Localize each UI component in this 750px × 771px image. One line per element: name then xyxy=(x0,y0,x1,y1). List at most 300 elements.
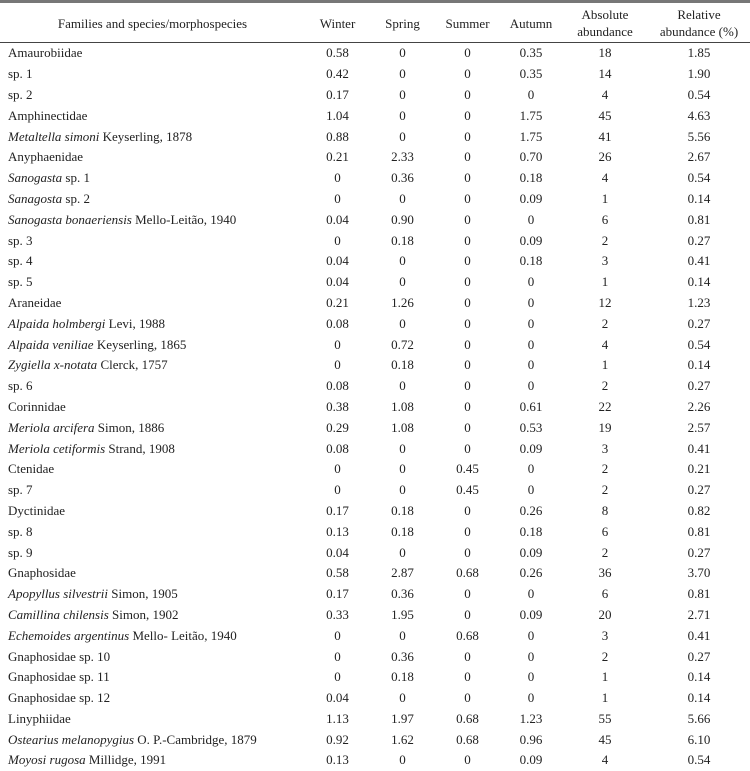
cell-autumn: 0 xyxy=(527,315,535,331)
table-row xyxy=(0,521,750,542)
cell-autumn: 0 xyxy=(527,648,535,664)
cell-relative-abundance: 2.57 xyxy=(687,419,711,435)
taxon-name xyxy=(0,625,305,646)
header-spring: Spring xyxy=(370,4,435,43)
cell-autumn: 0 xyxy=(527,211,535,227)
cell-spring: 0 xyxy=(399,690,406,706)
cell-winter: 0.13 xyxy=(326,752,349,768)
taxon-name xyxy=(0,355,305,376)
taxon-name xyxy=(0,85,305,106)
cell-summer: 0 xyxy=(464,690,471,706)
taxon-plain: Mello- Leitão, 1940 xyxy=(129,627,237,643)
cell-summer: 0 xyxy=(464,190,471,206)
cell-autumn: 0.35 xyxy=(519,45,543,61)
cell-summer: 0 xyxy=(464,253,471,269)
taxon-plain: Simon, 1905 xyxy=(108,586,178,602)
cell-absolute-abundance: 45 xyxy=(598,107,612,123)
cell-autumn: 0.96 xyxy=(519,731,543,747)
cell-summer: 0 xyxy=(464,274,471,290)
taxon-name xyxy=(0,272,305,293)
cell-relative-abundance: 0.27 xyxy=(687,315,711,331)
table-row xyxy=(0,189,750,210)
cell-relative-abundance: 1.85 xyxy=(687,45,711,61)
cell-winter: 0.04 xyxy=(326,253,349,269)
cell-autumn: 1.23 xyxy=(519,710,543,726)
cell-absolute-abundance: 18 xyxy=(598,45,612,61)
cell-spring: 0.18 xyxy=(391,669,414,685)
cell-absolute-abundance: 6 xyxy=(601,523,609,539)
cell-relative-abundance: 0.27 xyxy=(687,648,711,664)
taxon-plain: Dyctinidae xyxy=(8,502,66,518)
taxon-plain: Simon, 1886 xyxy=(94,419,165,435)
table-row xyxy=(0,334,750,355)
cell-spring: 0 xyxy=(399,253,406,269)
cell-spring: 0 xyxy=(399,190,406,206)
table-row xyxy=(0,709,750,730)
table-row xyxy=(0,209,750,230)
taxon-name xyxy=(0,209,305,230)
cell-relative-abundance: 0.54 xyxy=(687,336,711,352)
table-row xyxy=(0,563,750,584)
cell-winter: 0.33 xyxy=(326,606,349,622)
cell-autumn: 0.09 xyxy=(519,440,543,456)
cell-summer: 0 xyxy=(464,648,471,664)
taxon-name xyxy=(0,105,305,126)
table-row xyxy=(0,729,750,750)
cell-autumn: 0 xyxy=(527,669,535,685)
cell-relative-abundance: 1.90 xyxy=(687,66,711,82)
taxon-name xyxy=(0,376,305,397)
cell-relative-abundance: 0.14 xyxy=(687,669,711,685)
cell-summer: 0.45 xyxy=(456,461,479,477)
cell-winter: 0 xyxy=(334,482,341,498)
cell-relative-abundance: 0.27 xyxy=(687,482,711,498)
taxon-plain: Levi, 1988 xyxy=(105,315,165,331)
cell-relative-abundance: 0.54 xyxy=(687,170,711,186)
table-body xyxy=(0,43,750,771)
cell-spring: 0.36 xyxy=(391,170,414,186)
cell-absolute-abundance: 26 xyxy=(598,149,612,165)
cell-absolute-abundance: 3 xyxy=(601,253,609,269)
taxon-name xyxy=(0,667,305,688)
taxon-plain: Corinnidae xyxy=(8,398,66,414)
table-row xyxy=(0,625,750,646)
abundance-table xyxy=(0,4,750,771)
cell-winter: 0.17 xyxy=(326,586,349,602)
taxon-name xyxy=(0,64,305,85)
cell-relative-abundance: 2.67 xyxy=(687,149,711,165)
cell-winter: 0.17 xyxy=(326,502,349,518)
cell-winter: 0.13 xyxy=(326,523,349,539)
cell-spring: 0.18 xyxy=(391,357,414,373)
taxon-italic: Apopyllus silvestrii xyxy=(8,586,109,602)
cell-summer: 0 xyxy=(464,336,471,352)
cell-summer: 0 xyxy=(464,357,471,373)
cell-autumn: 0.09 xyxy=(519,544,543,560)
cell-autumn: 0 xyxy=(527,294,535,310)
table-row xyxy=(0,397,750,418)
taxon-italic: Metaltella simoni xyxy=(8,128,100,144)
cell-absolute-abundance: 20 xyxy=(598,606,612,622)
cell-winter: 0 xyxy=(334,669,341,685)
taxon-plain: Amphinectidae xyxy=(8,107,88,123)
taxon-name xyxy=(0,709,305,730)
cell-winter: 0 xyxy=(334,357,341,373)
cell-spring: 0.36 xyxy=(391,586,414,602)
taxon-name xyxy=(0,230,305,251)
table-row xyxy=(0,293,750,314)
cell-autumn: 0 xyxy=(527,357,535,373)
header-relative-abundance: Relative abundance (%) xyxy=(648,4,750,43)
cell-autumn: 0.35 xyxy=(519,66,543,82)
taxon-plain: Amaurobiidae xyxy=(8,45,83,61)
cell-summer: 0.45 xyxy=(456,482,479,498)
taxon-plain: sp. 1 xyxy=(62,170,90,186)
table-row xyxy=(0,438,750,459)
cell-absolute-abundance: 2 xyxy=(601,482,609,498)
cell-absolute-abundance: 4 xyxy=(601,752,609,768)
cell-summer: 0 xyxy=(464,440,471,456)
table-row xyxy=(0,750,750,771)
cell-summer: 0 xyxy=(464,378,471,394)
taxon-name xyxy=(0,397,305,418)
cell-relative-abundance: 2.26 xyxy=(687,398,711,414)
cell-relative-abundance: 0.27 xyxy=(687,378,711,394)
cell-relative-abundance: 0.81 xyxy=(687,523,711,539)
cell-autumn: 0.09 xyxy=(519,190,543,206)
cell-autumn: 1.75 xyxy=(519,128,543,144)
cell-absolute-abundance: 41 xyxy=(598,128,612,144)
table-row xyxy=(0,688,750,709)
cell-summer: 0 xyxy=(464,419,471,435)
cell-winter: 1.13 xyxy=(326,710,349,726)
taxon-name xyxy=(0,334,305,355)
taxon-name xyxy=(0,147,305,168)
cell-autumn: 0 xyxy=(527,274,535,290)
cell-relative-abundance: 0.21 xyxy=(687,461,711,477)
cell-relative-abundance: 1.23 xyxy=(687,294,711,310)
taxon-plain: sp. 3 xyxy=(8,232,33,248)
cell-spring: 1.08 xyxy=(391,419,414,435)
cell-spring: 0 xyxy=(399,128,406,144)
taxon-name xyxy=(0,459,305,480)
cell-summer: 0 xyxy=(464,544,471,560)
cell-spring: 0 xyxy=(399,378,406,394)
cell-relative-abundance: 5.56 xyxy=(687,128,711,144)
cell-winter: 1.04 xyxy=(326,107,349,123)
taxon-name xyxy=(0,43,305,64)
taxon-plain: sp. 4 xyxy=(8,253,33,269)
taxon-plain: Anyphaenidae xyxy=(8,149,84,165)
cell-relative-abundance: 0.41 xyxy=(687,440,711,456)
cell-absolute-abundance: 3 xyxy=(601,440,609,456)
table-row xyxy=(0,667,750,688)
cell-relative-abundance: 5.66 xyxy=(687,710,711,726)
taxon-italic: Meriola cetiformis xyxy=(8,440,106,456)
cell-spring: 1.26 xyxy=(391,294,414,310)
taxon-italic: Sanagosta xyxy=(8,190,63,206)
cell-winter: 0.29 xyxy=(326,419,349,435)
cell-autumn: 0 xyxy=(527,690,535,706)
table-header-row xyxy=(0,4,750,43)
taxon-plain: Gnaphosidae xyxy=(8,565,76,581)
cell-winter: 0.08 xyxy=(326,440,349,456)
cell-winter: 0 xyxy=(334,461,341,477)
cell-relative-abundance: 4.63 xyxy=(687,107,711,123)
taxon-plain: sp. 9 xyxy=(8,544,33,560)
taxon-name xyxy=(0,584,305,605)
header-absolute-abundance: Absolute abundance xyxy=(562,4,648,43)
cell-summer: 0 xyxy=(464,523,471,539)
cell-spring: 0.90 xyxy=(391,211,414,227)
taxon-name xyxy=(0,480,305,501)
cell-summer: 0.68 xyxy=(456,627,479,643)
cell-summer: 0 xyxy=(464,149,471,165)
cell-absolute-abundance: 6 xyxy=(601,211,609,227)
taxon-name xyxy=(0,251,305,272)
taxon-name xyxy=(0,605,305,626)
table-row xyxy=(0,43,750,64)
cell-summer: 0 xyxy=(464,586,471,602)
cell-spring: 1.08 xyxy=(391,398,414,414)
cell-summer: 0 xyxy=(464,669,471,685)
cell-relative-abundance: 0.41 xyxy=(687,253,711,269)
cell-absolute-abundance: 1 xyxy=(601,357,609,373)
cell-autumn: 0 xyxy=(527,86,535,102)
cell-winter: 0.17 xyxy=(326,86,349,102)
cell-summer: 0 xyxy=(464,66,471,82)
cell-spring: 1.62 xyxy=(391,731,414,747)
cell-summer: 0 xyxy=(464,752,471,768)
cell-relative-abundance: 0.14 xyxy=(687,690,711,706)
cell-relative-abundance: 0.14 xyxy=(687,274,711,290)
cell-autumn: 0.53 xyxy=(519,419,543,435)
cell-summer: 0 xyxy=(464,502,471,518)
cell-absolute-abundance: 2 xyxy=(601,315,609,331)
cell-summer: 0 xyxy=(464,86,471,102)
taxon-name xyxy=(0,646,305,667)
cell-autumn: 0 xyxy=(527,586,535,602)
cell-spring: 2.33 xyxy=(391,149,414,165)
taxon-plain: Linyphiidae xyxy=(8,710,71,726)
cell-relative-abundance: 6.10 xyxy=(687,731,711,747)
taxon-italic: Sanogasta bonaeriensis xyxy=(8,211,132,227)
cell-spring: 0 xyxy=(399,627,406,643)
cell-autumn: 0.18 xyxy=(519,170,543,186)
cell-summer: 0 xyxy=(464,606,471,622)
taxon-name xyxy=(0,126,305,147)
cell-summer: 0 xyxy=(464,170,471,186)
table-row xyxy=(0,147,750,168)
header-autumn: Autumn xyxy=(500,4,562,43)
cell-absolute-abundance: 1 xyxy=(601,190,609,206)
cell-spring: 0 xyxy=(399,274,406,290)
cell-autumn: 0.09 xyxy=(519,232,543,248)
cell-winter: 0.58 xyxy=(326,565,349,581)
taxon-name xyxy=(0,189,305,210)
table-row xyxy=(0,64,750,85)
cell-absolute-abundance: 3 xyxy=(601,627,609,643)
taxon-italic: Alpaida holmbergi xyxy=(8,315,106,331)
cell-winter: 0 xyxy=(334,336,341,352)
cell-spring: 0 xyxy=(399,482,406,498)
cell-winter: 0.04 xyxy=(326,274,349,290)
header-winter: Winter xyxy=(305,4,370,43)
cell-summer: 0 xyxy=(464,398,471,414)
taxon-plain: Gnaphosidae sp. 10 xyxy=(8,648,111,664)
table-row xyxy=(0,459,750,480)
taxon-plain: sp. 1 xyxy=(8,66,33,82)
taxon-plain: Ctenidae xyxy=(8,461,55,477)
cell-summer: 0.68 xyxy=(456,565,479,581)
taxon-name xyxy=(0,563,305,584)
cell-absolute-abundance: 45 xyxy=(598,731,612,747)
table-row xyxy=(0,126,750,147)
taxon-italic: Moyosi rugosa xyxy=(8,752,86,768)
cell-relative-abundance: 3.70 xyxy=(687,565,711,581)
cell-winter: 0 xyxy=(334,232,341,248)
cell-relative-abundance: 0.14 xyxy=(687,190,711,206)
cell-absolute-abundance: 2 xyxy=(601,648,609,664)
cell-autumn: 0.18 xyxy=(519,523,543,539)
taxon-name xyxy=(0,501,305,522)
table-row xyxy=(0,542,750,563)
cell-autumn: 0.26 xyxy=(519,502,543,518)
cell-summer: 0 xyxy=(464,45,471,61)
cell-spring: 0.18 xyxy=(391,523,414,539)
cell-relative-abundance: 0.41 xyxy=(687,627,711,643)
header-families: Families and species/morphospecies xyxy=(0,4,305,43)
cell-absolute-abundance: 4 xyxy=(601,86,609,102)
cell-spring: 0 xyxy=(399,752,406,768)
taxon-italic: Meriola arcifera xyxy=(8,419,95,435)
cell-winter: 0.58 xyxy=(326,45,349,61)
cell-autumn: 0.26 xyxy=(519,565,543,581)
cell-spring: 2.87 xyxy=(391,565,414,581)
cell-absolute-abundance: 1 xyxy=(601,274,609,290)
cell-spring: 0 xyxy=(399,544,406,560)
cell-absolute-abundance: 4 xyxy=(601,170,609,186)
cell-winter: 0.42 xyxy=(326,66,349,82)
table-row xyxy=(0,501,750,522)
cell-relative-abundance: 0.81 xyxy=(687,211,711,227)
table-top-rule xyxy=(0,0,750,3)
cell-relative-abundance: 0.54 xyxy=(687,752,711,768)
cell-summer: 0 xyxy=(464,107,471,123)
cell-winter: 0.04 xyxy=(326,211,349,227)
cell-winter: 0 xyxy=(334,190,341,206)
cell-absolute-abundance: 19 xyxy=(598,419,612,435)
cell-absolute-abundance: 2 xyxy=(601,378,609,394)
taxon-plain: sp. 6 xyxy=(8,378,33,394)
cell-spring: 0 xyxy=(399,66,406,82)
taxon-plain: sp. 8 xyxy=(8,523,33,539)
taxon-plain: Keyserling, 1865 xyxy=(93,336,187,352)
taxon-italic: Ostearius melanopygius xyxy=(8,731,135,747)
taxon-name xyxy=(0,293,305,314)
cell-absolute-abundance: 1 xyxy=(601,669,609,685)
cell-absolute-abundance: 55 xyxy=(598,710,612,726)
cell-spring: 0.72 xyxy=(391,336,414,352)
table-row xyxy=(0,105,750,126)
cell-relative-abundance: 0.14 xyxy=(687,357,711,373)
cell-winter: 0.92 xyxy=(326,731,349,747)
cell-spring: 0.18 xyxy=(391,232,414,248)
cell-relative-abundance: 0.82 xyxy=(687,502,711,518)
cell-summer: 0.68 xyxy=(456,710,479,726)
cell-absolute-abundance: 6 xyxy=(601,586,609,602)
cell-relative-abundance: 0.54 xyxy=(687,86,711,102)
cell-autumn: 0 xyxy=(527,482,535,498)
taxon-plain: sp. 5 xyxy=(8,274,33,290)
cell-relative-abundance: 0.27 xyxy=(687,232,711,248)
cell-summer: 0 xyxy=(464,315,471,331)
taxon-plain: sp. 2 xyxy=(8,86,33,102)
cell-autumn: 0 xyxy=(527,336,535,352)
taxon-name xyxy=(0,168,305,189)
cell-spring: 0 xyxy=(399,107,406,123)
taxon-plain: Araneidae xyxy=(8,294,62,310)
cell-autumn: 0 xyxy=(527,627,535,643)
taxon-plain: Millidge, 1991 xyxy=(85,752,167,768)
taxon-name xyxy=(0,521,305,542)
taxon-plain: Mello-Leitão, 1940 xyxy=(131,211,237,227)
taxon-plain: sp. 7 xyxy=(8,482,33,498)
table-row xyxy=(0,313,750,334)
taxon-name xyxy=(0,417,305,438)
taxon-plain: Gnaphosidae sp. 12 xyxy=(8,690,111,706)
taxon-plain: O. P.-Cambridge, 1879 xyxy=(134,731,257,747)
cell-autumn: 0.18 xyxy=(519,253,543,269)
cell-absolute-abundance: 36 xyxy=(598,565,612,581)
table-row xyxy=(0,230,750,251)
taxon-name xyxy=(0,729,305,750)
cell-spring: 0.18 xyxy=(391,502,414,518)
taxon-plain: Clerck, 1757 xyxy=(97,357,168,373)
table-row xyxy=(0,272,750,293)
taxon-italic: Zygiella x-notata xyxy=(8,357,98,373)
taxon-italic: Sanogasta xyxy=(8,170,63,186)
taxon-plain: Keyserling, 1878 xyxy=(99,128,193,144)
table-row xyxy=(0,85,750,106)
cell-winter: 0 xyxy=(334,648,341,664)
cell-spring: 0 xyxy=(399,86,406,102)
cell-summer: 0 xyxy=(464,211,471,227)
taxon-italic: Alpaida veniliae xyxy=(8,336,94,352)
cell-absolute-abundance: 12 xyxy=(598,294,612,310)
cell-absolute-abundance: 22 xyxy=(598,398,612,414)
cell-absolute-abundance: 2 xyxy=(601,232,609,248)
cell-summer: 0 xyxy=(464,294,471,310)
cell-spring: 0 xyxy=(399,45,406,61)
cell-summer: 0 xyxy=(464,232,471,248)
cell-absolute-abundance: 8 xyxy=(601,502,609,518)
cell-absolute-abundance: 2 xyxy=(601,461,609,477)
cell-winter: 0.08 xyxy=(326,378,349,394)
table-row xyxy=(0,584,750,605)
cell-spring: 1.95 xyxy=(391,606,414,622)
taxon-plain: sp. 2 xyxy=(62,190,90,206)
cell-winter: 0.08 xyxy=(326,315,349,331)
cell-relative-abundance: 0.27 xyxy=(687,544,711,560)
cell-autumn: 0.61 xyxy=(519,398,543,414)
cell-winter: 0.38 xyxy=(326,398,349,414)
table-row xyxy=(0,605,750,626)
cell-autumn: 0.09 xyxy=(519,752,543,768)
cell-winter: 0 xyxy=(334,170,341,186)
table-row xyxy=(0,376,750,397)
taxon-name xyxy=(0,438,305,459)
